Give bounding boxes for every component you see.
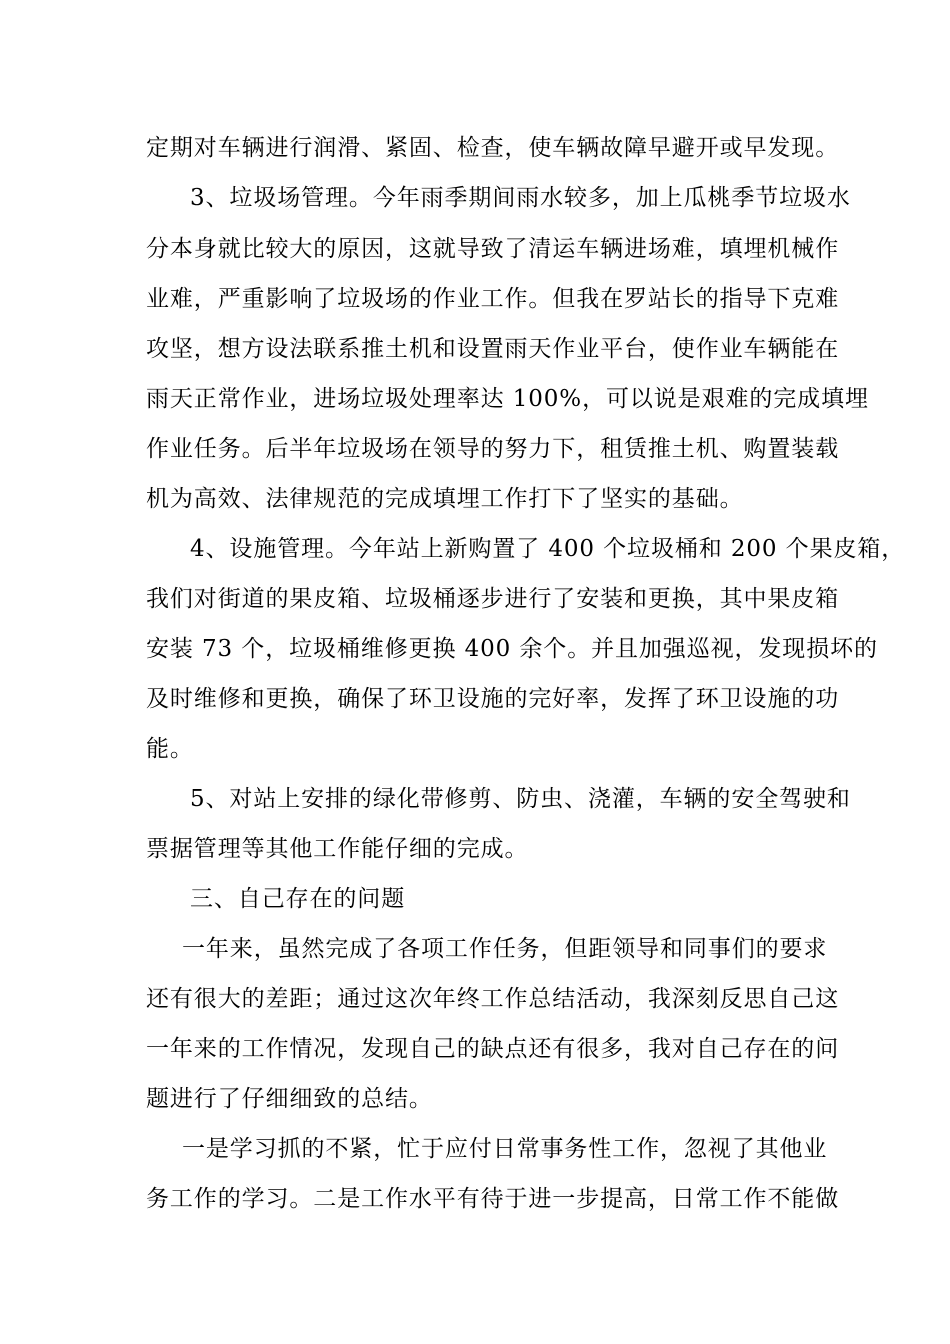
text-line: 题进行了仔细细致的总结。 [146, 1086, 433, 1112]
section-heading: 三、自己存在的问题 [190, 886, 406, 912]
text-line: 机为高效、法律规范的完成填埋工作打下了坚实的基础。 [146, 486, 744, 512]
text-line: 一年来的工作情况，发现自己的缺点还有很多，我对自己存在的问 [146, 1036, 840, 1062]
text-line: 定期对车辆进行润滑、紧固、检查，使车辆故障早避开或早发现。 [146, 135, 840, 161]
text-line: 业难，严重影响了垃圾场的作业工作。但我在罗站长的指导下克难 [146, 286, 840, 312]
text-line: 及时维修和更换，确保了环卫设施的完好率，发挥了环卫设施的功 [146, 686, 840, 712]
text-line: 攻坚，想方设法联系推土机和设置雨天作业平台，使作业车辆能在 [146, 336, 840, 362]
text-line: 能。 [146, 736, 194, 762]
text-line: 5、对站上安排的绿化带修剪、防虫、浇灌，车辆的安全驾驶和 [190, 786, 851, 812]
text-line: 3、垃圾场管理。今年雨季期间雨水较多，加上瓜桃季节垃圾水 [190, 185, 851, 211]
text-line: 分本身就比较大的原因，这就导致了清运车辆进场难，填埋机械作 [146, 236, 840, 262]
text-line: 票据管理等其他工作能仔细的完成。 [146, 836, 529, 862]
text-line: 雨天正常作业，进场垃圾处理率达 100%，可以说是艰难的完成填埋 [146, 386, 869, 412]
text-line: 一年来，虽然完成了各项工作任务，但距领导和同事们的要求 [182, 936, 828, 962]
text-line: 4、设施管理。今年站上新购置了 400 个垃圾桶和 200 个果皮箱， [190, 536, 906, 562]
text-line: 我们对街道的果皮箱、垃圾桶逐步进行了安装和更换，其中果皮箱 [146, 586, 840, 612]
text-line: 还有很大的差距；通过这次年终工作总结活动，我深刻反思自己这 [146, 986, 840, 1012]
text-line: 务工作的学习。二是工作水平有待于进一步提高，日常工作不能做 [146, 1186, 840, 1212]
text-line: 安装 73 个，垃圾桶维修更换 400 余个。并且加强巡视，发现损坏的 [146, 636, 878, 662]
text-line: 作业任务。后半年垃圾场在领导的努力下，租赁推土机、购置装载 [146, 436, 840, 462]
text-line: 一是学习抓的不紧，忙于应付日常事务性工作，忽视了其他业 [182, 1136, 828, 1162]
